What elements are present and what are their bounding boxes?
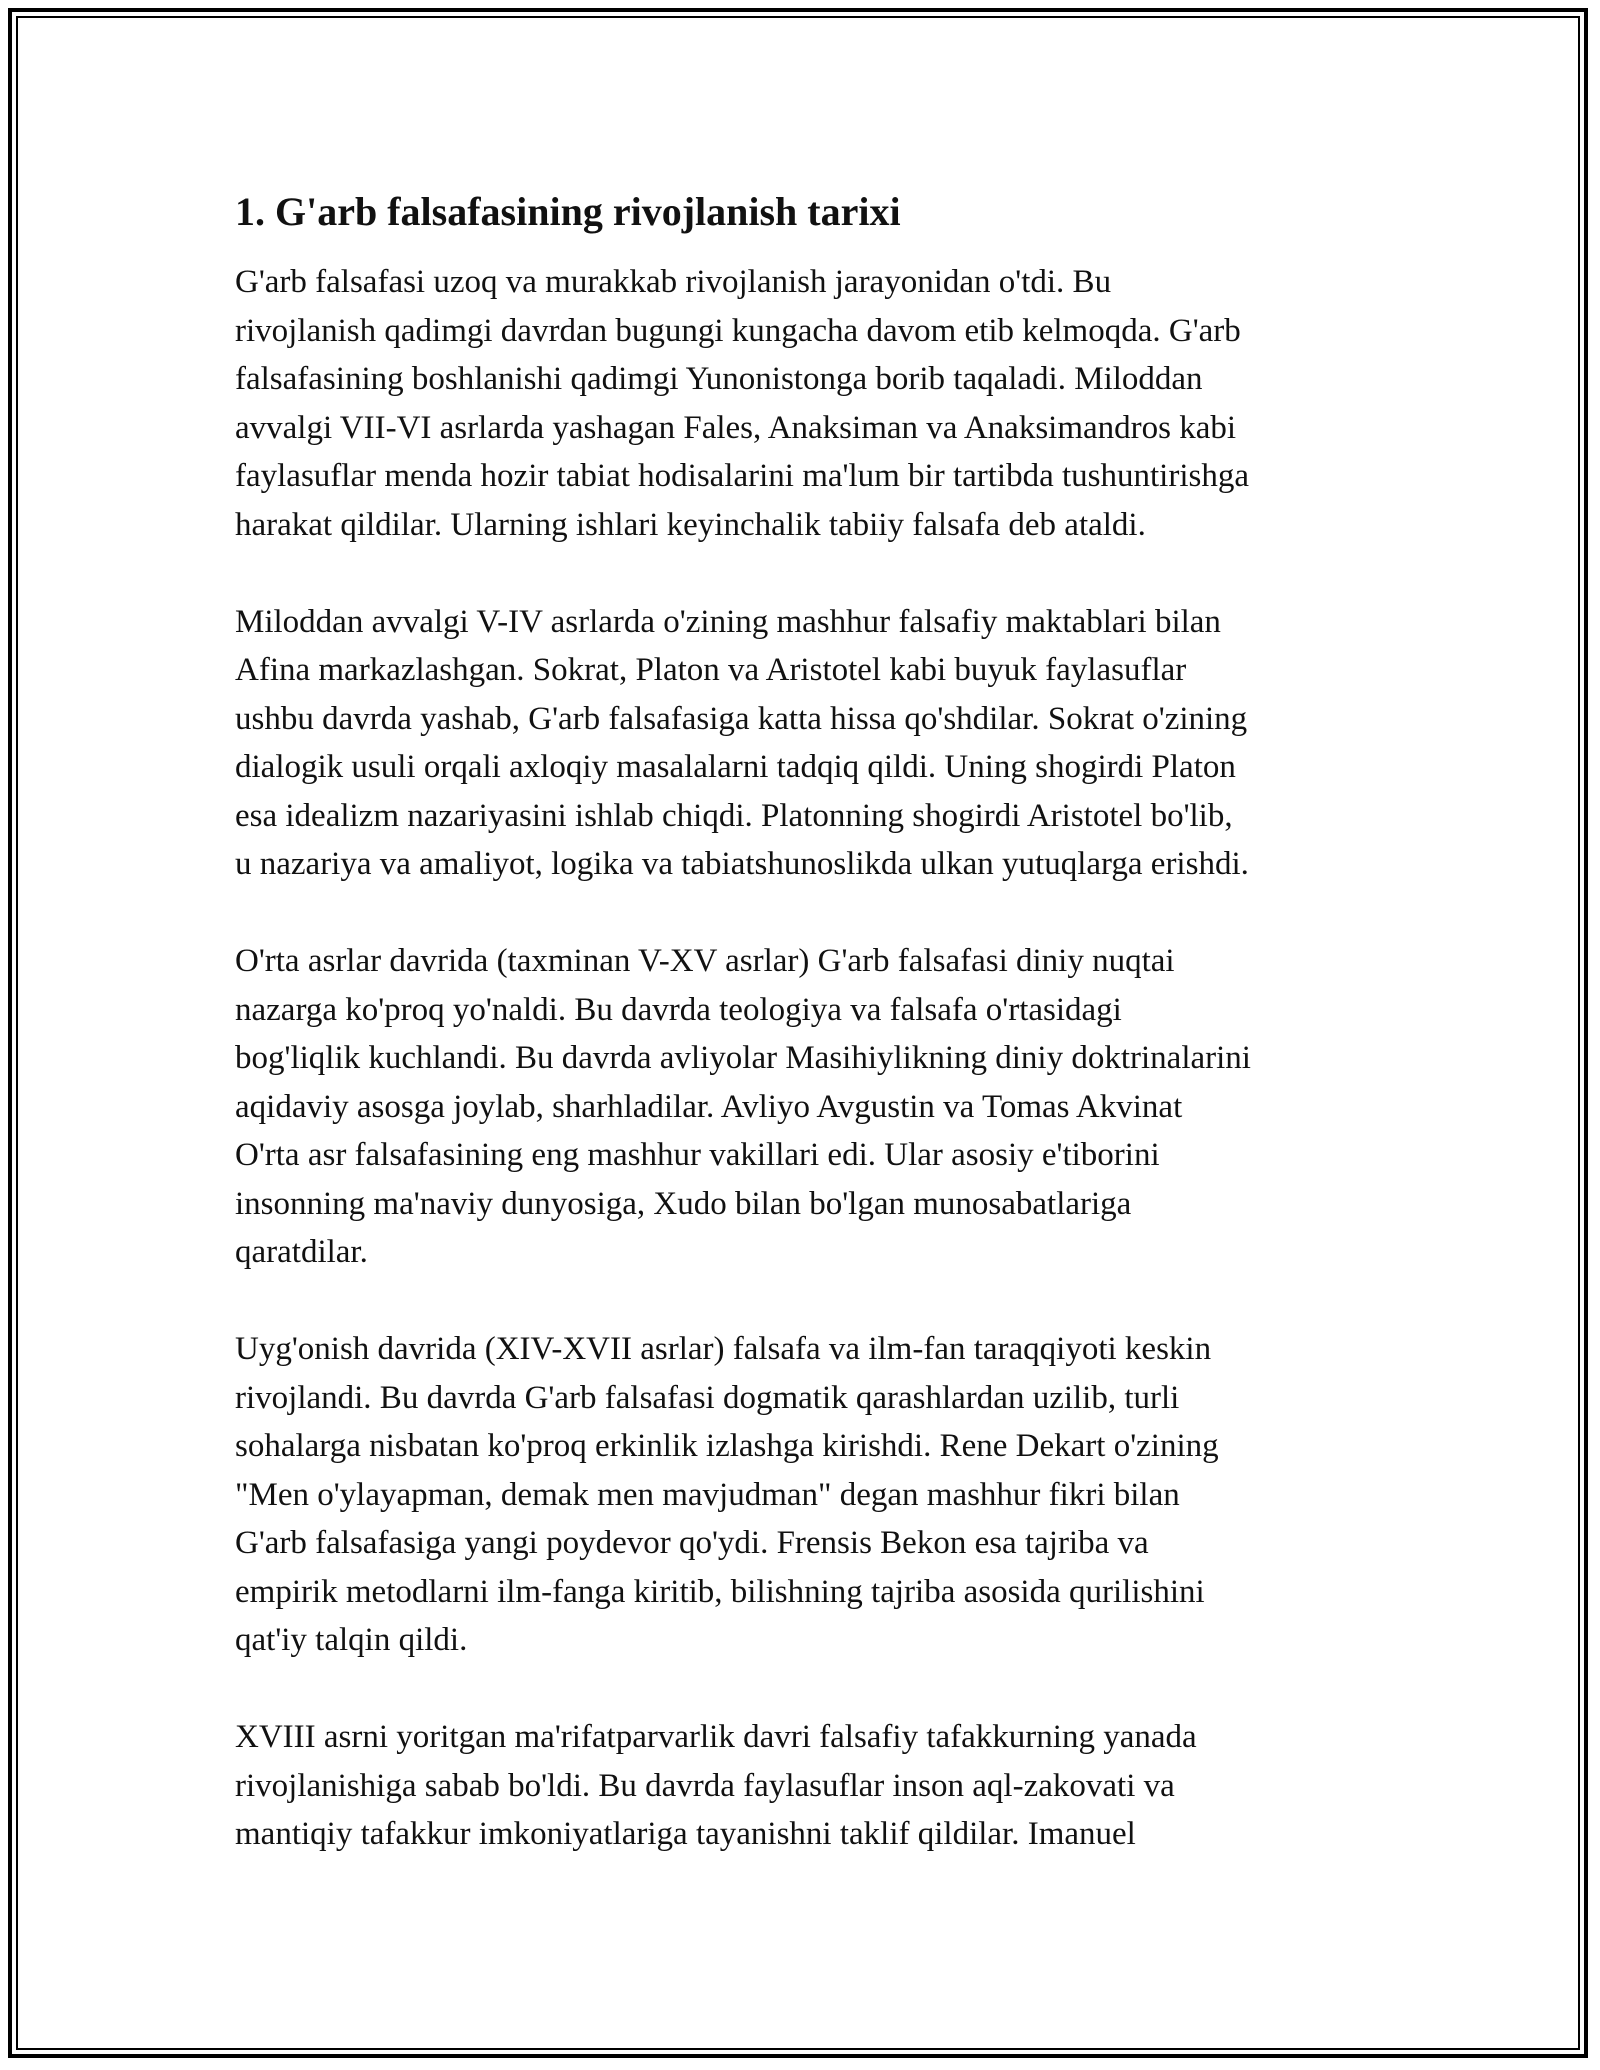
text-line: esa idealizm nazariyasini ishlab chiqdi. Platonning shogirdi Aristotel bo'lib,	[235, 797, 1233, 834]
text-line: u nazariya va amaliyot, logika va tabiatshunoslikda ulkan yutuqlarga erishdi.	[235, 846, 1249, 882]
text-line: G'arb falsafasiga yangi poydevor qo'ydi. Frensis Bekon esa tajriba va	[235, 1525, 1149, 1561]
text-line: qaratdilar.	[235, 1234, 368, 1270]
text-line: O'rta asr falsafasining eng mashhur vakillari edi. Ular asosiy e'tiborini	[235, 1137, 1160, 1173]
text-line: O'rta asrlar davrida (taxminan V-XV asrlar) G'arb falsafasi diniy nuqtai	[235, 943, 1175, 979]
text-line: harakat qildilar. Ularning ishlari keyinchalik tabiiy falsafa deb ataldi.	[235, 506, 1146, 543]
paragraph-athens	[235, 598, 1375, 889]
paragraph-enlightenment	[235, 1713, 1375, 1859]
text-line: mantiqiy tafakkur imkoniyatlariga tayanishni taklif qildilar. Imanuel	[235, 1816, 1136, 1852]
text-line: falsafasining boshlanishi qadimgi Yunonistonga borib taqaladi. Miloddan	[235, 361, 1203, 397]
document-body	[235, 186, 1375, 1907]
text-line: "Men o'ylayapman, demak men mavjudman" degan mashhur fikri bilan	[235, 1476, 1180, 1513]
text-line: avvalgi VII-VI asrlarda yashagan Fales, Anaksiman va Anaksimandros kabi	[235, 409, 1237, 446]
section-heading: 1. G'arb falsafasining rivojlanish tarixi	[235, 189, 901, 234]
text-line: rivojlanish qadimgi davrdan bugungi kungacha davom etib kelmoqda. G'arb	[235, 312, 1241, 349]
text-line: rivojlandi. Bu davrda G'arb falsafasi dogmatik qarashlardan uzilib, turli	[235, 1379, 1180, 1416]
text-line: Miloddan avvalgi V-IV asrlarda o'zining mashhur falsafiy maktablari bilan	[235, 603, 1221, 640]
text-line: dialogik usuli orqali axloqiy masalalarni tadqiq qildi. Uning shogirdi Platon	[235, 749, 1236, 785]
text-line: faylasuflar menda hozir tabiat hodisalarini ma'lum bir tartibda tushuntirishga	[235, 458, 1249, 494]
paragraph-middle-ages	[235, 937, 1375, 1277]
paragraph-ancient-greece	[235, 258, 1375, 549]
text-line: bog'liqlik kuchlandi. Bu davrda avliyolar Masihiylikning diniy doktrinalarini	[235, 1040, 1251, 1076]
text-line: nazarga ko'proq yo'naldi. Bu davrda teologiya va falsafa o'rtasidagi	[235, 991, 1122, 1028]
paragraph-renaissance	[235, 1325, 1375, 1665]
text-line: aqidaviy asosga joylab, sharhladilar. Avliyo Avgustin va Tomas Akvinat	[235, 1088, 1183, 1125]
text-line: insonning ma'naviy dunyosiga, Xudo bilan bo'lgan munosabatlariga	[235, 1185, 1132, 1222]
text-line: empirik metodlarni ilm-fanga kiritib, bilishning tajriba asosida qurilishini	[235, 1573, 1205, 1610]
text-line: Uyg'onish davrida (XIV-XVII asrlar) falsafa va ilm-fan taraqqiyoti keskin	[235, 1331, 1212, 1367]
text-line: sohalarga nisbatan ko'proq erkinlik izlashga kirishdi. Rene Dekart o'zining	[235, 1428, 1219, 1464]
text-line: ushbu davrda yashab, G'arb falsafasiga katta hissa qo'shdilar. Sokrat o'zining	[235, 700, 1248, 737]
text-line: Afina markazlashgan. Sokrat, Platon va Aristotel kabi buyuk faylasuflar	[235, 652, 1187, 688]
text-line: G'arb falsafasi uzoq va murakkab rivojlanish jarayonidan o'tdi. Bu	[235, 264, 1112, 300]
text-line: qat'iy talqin qildi.	[235, 1622, 468, 1658]
text-line: XVIII asrni yoritgan ma'rifatparvarlik davri falsafiy tafakkurning yanada	[235, 1719, 1197, 1755]
text-line: rivojlanishiga sabab bo'ldi. Bu davrda faylasuflar inson aql-zakovati va	[235, 1767, 1175, 1804]
